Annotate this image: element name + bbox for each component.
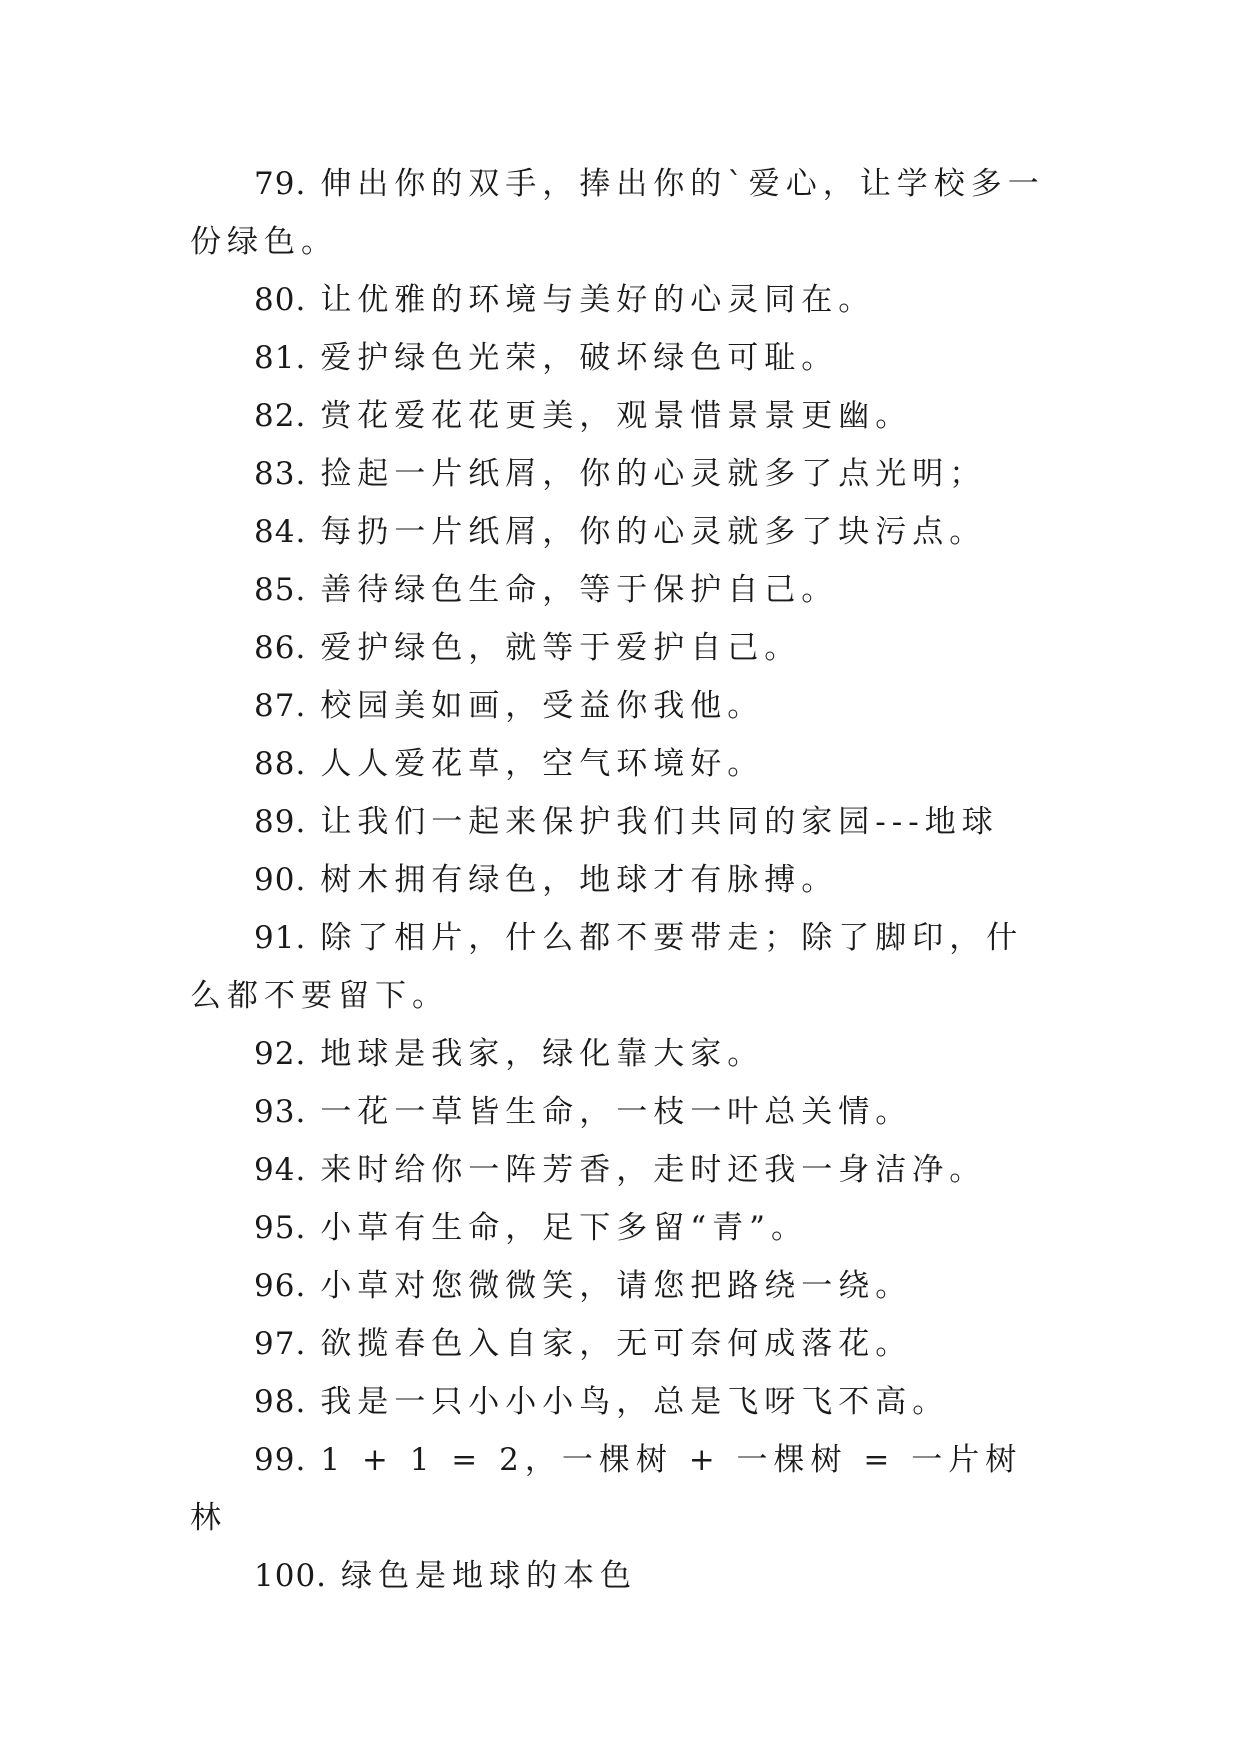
list-item [190,1141,1050,1199]
list-item [190,1083,1050,1141]
item-text: 地球是我家，绿化靠大家。 [320,1036,765,1072]
item-text: 来时给你一阵芳香，走时还我一身洁净。 [320,1152,987,1188]
item-number: 90. [254,862,307,898]
slogan-list [190,155,1050,1605]
item-number: 87. [254,688,307,724]
item-number: 83. [254,456,307,492]
list-item [190,1199,1050,1257]
item-text: 让我们一起来保护我们共同的家园---地球 [320,804,999,840]
list-item [190,387,1050,445]
item-number: 89. [254,804,307,840]
item-text: 小草有生命，足下多留“青”。 [320,1210,809,1246]
item-number: 95. [254,1210,307,1246]
list-item [190,1025,1050,1083]
item-text: 捡起一片纸屑，你的心灵就多了点光明； [320,456,987,492]
list-item [190,909,1050,1025]
item-text: 绿色是地球的本色 [341,1558,638,1594]
list-item [190,1431,1050,1547]
item-number: 91. [254,920,307,956]
item-text: 让优雅的环境与美好的心灵同在。 [320,282,876,318]
item-number: 100. [254,1558,328,1594]
item-text: 树木拥有绿色，地球才有脉搏。 [320,862,839,898]
item-number: 86. [254,630,307,666]
list-item [190,619,1050,677]
list-item [190,271,1050,329]
item-text: 1 + 1 = 2，一棵树 + 一棵树 = 一片树林 [190,1442,1023,1536]
list-item [190,1315,1050,1373]
item-text: 每扔一片纸屑，你的心灵就多了块污点。 [320,514,987,550]
list-item [190,851,1050,909]
item-text: 善待绿色生命，等于保护自己。 [320,572,839,608]
list-item [190,1373,1050,1431]
item-number: 92. [254,1036,307,1072]
list-item [190,677,1050,735]
item-number: 88. [254,746,307,782]
item-text: 赏花爱花花更美，观景惜景景更幽。 [320,398,913,434]
list-item [190,503,1050,561]
item-number: 94. [254,1152,307,1188]
item-text: 校园美如画，受益你我他。 [320,688,765,724]
item-text: 小草对您微微笑，请您把路绕一绕。 [320,1268,913,1304]
list-item [190,445,1050,503]
list-item [190,155,1050,271]
item-number: 98. [254,1384,307,1420]
item-text: 一花一草皆生命，一枝一叶总关情。 [320,1094,913,1130]
item-number: 97. [254,1326,307,1362]
item-number: 93. [254,1094,307,1130]
item-text: 除了相片，什么都不要带走；除了脚印，什么都不要留下。 [190,920,1024,1014]
item-number: 82. [254,398,307,434]
list-item [190,329,1050,387]
item-text: 爱护绿色，就等于爱护自己。 [320,630,802,666]
item-number: 96. [254,1268,307,1304]
item-number: 79. [254,166,307,202]
list-item [190,1257,1050,1315]
item-number: 85. [254,572,307,608]
item-number: 84. [254,514,307,550]
item-text: 爱护绿色光荣，破坏绿色可耻。 [320,340,839,376]
list-item [190,1547,1050,1605]
list-item [190,561,1050,619]
item-text: 伸出你的双手，捧出你的`爱心，让学校多一份绿色。 [190,166,1045,260]
item-number: 99. [254,1442,307,1478]
item-text: 我是一只小小小鸟，总是飞呀飞不高。 [320,1384,950,1420]
list-item [190,735,1050,793]
item-text: 欲揽春色入自家，无可奈何成落花。 [320,1326,913,1362]
list-item [190,793,1050,851]
item-number: 80. [254,282,307,318]
item-text: 人人爱花草，空气环境好。 [320,746,765,782]
item-number: 81. [254,340,307,376]
